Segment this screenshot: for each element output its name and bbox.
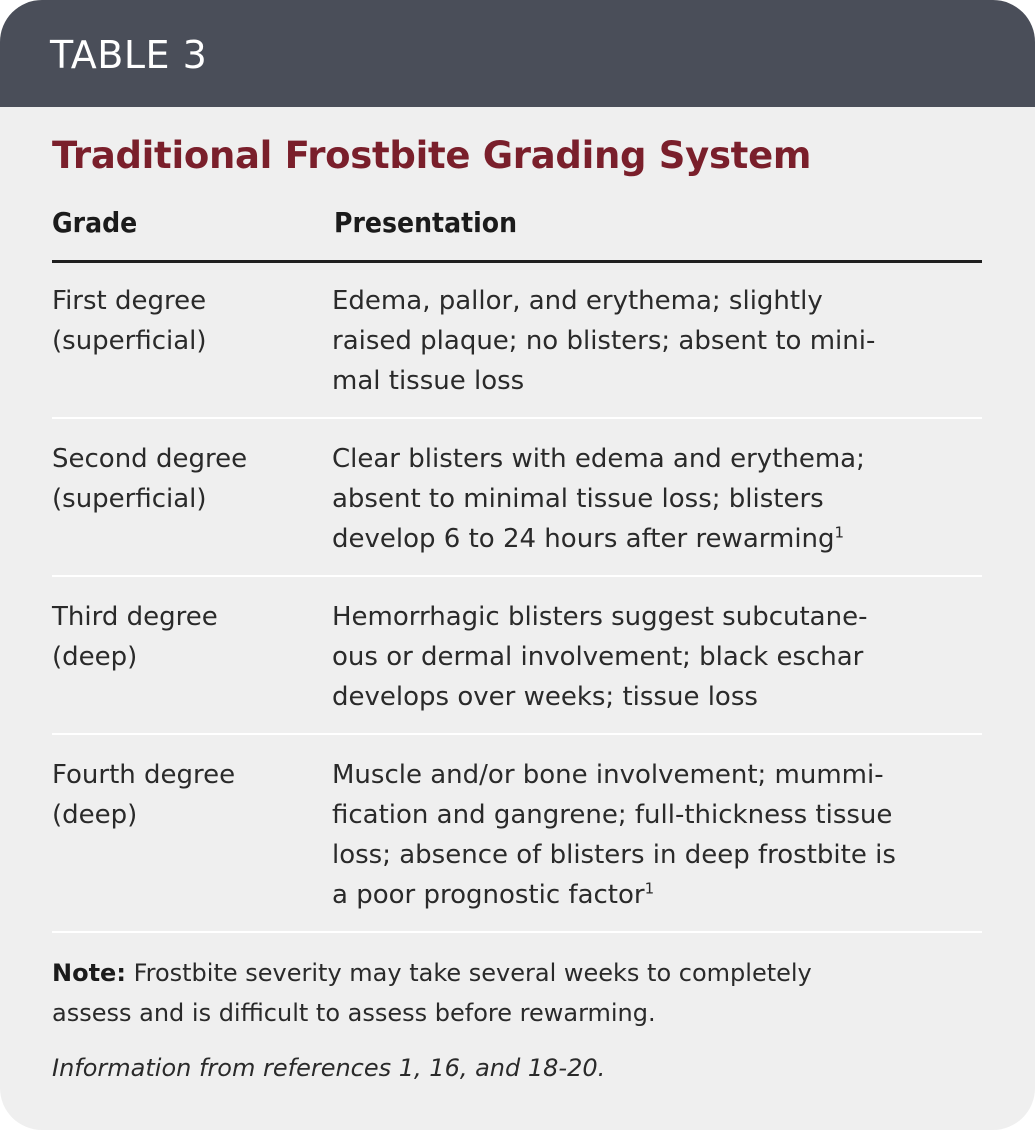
column-header-presentation: Presentation: [334, 206, 518, 239]
presentation-cell: [332, 439, 982, 559]
row-divider: [52, 417, 982, 419]
presentation-cell: [332, 755, 982, 915]
row-divider: [52, 733, 982, 735]
presentation-line: Clear blisters with edema and erythema;: [332, 444, 865, 474]
presentation-line-text: a poor prognostic factor: [332, 880, 645, 910]
grade-line: (superficial): [52, 484, 207, 514]
table-row: [52, 755, 982, 925]
row-divider: [52, 931, 982, 933]
presentation-line: Muscle and/or bone involvement; mummi-: [332, 760, 884, 790]
presentation-line: loss; absence of blisters in deep frostbite is: [332, 840, 896, 870]
presentation-line: ous or dermal involvement; black eschar: [332, 642, 864, 672]
presentation-line: develops over weeks; tissue loss: [332, 682, 758, 712]
presentation-line: [332, 519, 982, 559]
reference-superscript: 1: [834, 523, 845, 542]
table-number-label: TABLE 3: [50, 33, 208, 77]
grade-cell: [52, 597, 322, 677]
grade-line: First degree: [52, 286, 207, 316]
table-row: [52, 597, 982, 727]
grade-cell: [52, 281, 322, 361]
presentation-line: Edema, pallor, and erythema; slightly: [332, 286, 823, 316]
grade-line: Second degree: [52, 444, 248, 474]
row-divider: [52, 575, 982, 577]
grade-line: Fourth degree: [52, 760, 236, 790]
table-row: [52, 281, 982, 411]
note-line: assess and is difficult to assess before rewarming.: [52, 999, 656, 1027]
reference-superscript: 1: [644, 879, 655, 898]
grade-line: (deep): [52, 800, 138, 830]
presentation-line: raised plaque; no blisters; absent to mini-: [332, 326, 876, 356]
references-citation: Information from references 1, 16, and 18-20.: [52, 1054, 606, 1082]
grade-cell: [52, 439, 322, 519]
table-header-bar: [0, 0, 1035, 107]
presentation-line: [332, 875, 982, 915]
grade-line: (superficial): [52, 326, 207, 356]
grade-line: (deep): [52, 642, 138, 672]
header-divider: [52, 260, 982, 263]
table-title: Traditional Frostbite Grading System: [52, 134, 812, 177]
presentation-line: Hemorrhagic blisters suggest subcutane-: [332, 602, 868, 632]
note-text: Frostbite severity may take several weeks to completely: [133, 959, 812, 987]
presentation-cell: [332, 281, 982, 401]
note-line: [52, 953, 982, 993]
presentation-cell: [332, 597, 982, 717]
presentation-line-text: develop 6 to 24 hours after rewarming: [332, 524, 835, 554]
table-note: [52, 953, 982, 1033]
note-label: Note:: [52, 959, 126, 987]
grade-cell: [52, 755, 322, 835]
table-row: [52, 439, 982, 569]
column-header-grade: Grade: [52, 206, 138, 239]
presentation-line: mal tissue loss: [332, 366, 525, 396]
grade-line: Third degree: [52, 602, 218, 632]
presentation-line: absent to minimal tissue loss; blisters: [332, 484, 824, 514]
presentation-line: fication and gangrene; full-thickness tissue: [332, 800, 893, 830]
